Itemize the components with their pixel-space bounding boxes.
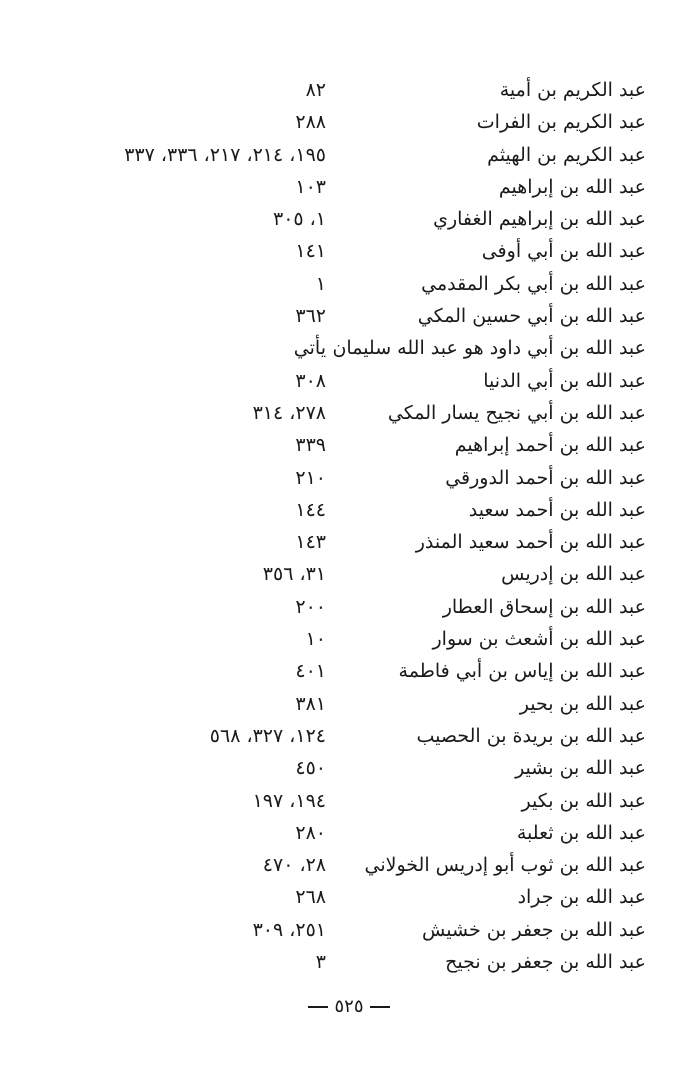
index-entry (0, 74, 698, 106)
entry-name: عبد الله بن أبي داود هو عبد الله سليمان (332, 337, 646, 360)
index-entry (0, 688, 698, 720)
page-number (0, 996, 698, 1017)
entry-pages: ٣٣٩ (295, 434, 326, 457)
index-entry (0, 365, 698, 397)
folio-dash-right (370, 1006, 390, 1008)
entry-pages: ٣١، ٣٥٦ (262, 563, 326, 586)
index-entry (0, 849, 698, 881)
entry-pages: ١٩٥، ٢١٤، ٢١٧، ٣٣٦، ٣٣٧ (124, 143, 326, 166)
folio-dash-left (308, 1006, 328, 1008)
entry-pages: ٢١٠ (295, 466, 326, 489)
entry-pages: ١٤١ (295, 240, 326, 263)
entry-pages: ٣٨١ (295, 692, 326, 715)
entry-name: عبد الله بن أبي الدنيا (483, 369, 646, 392)
entry-pages: ١٤٤ (295, 498, 326, 521)
index-entry (0, 106, 698, 138)
index-entry (0, 914, 698, 946)
entry-pages: ٤٥٠ (295, 757, 326, 780)
entry-pages: ٢٨٠ (295, 821, 326, 844)
entry-name: عبد الله بن أحمد سعيد المنذر (415, 531, 646, 554)
index-entry (0, 623, 698, 655)
entry-name: عبد الله بن أبي نجيح يسار المكي (387, 401, 646, 424)
entry-name: عبد الكريم بن الفرات (476, 111, 646, 134)
entry-name: عبد الله بن أحمد سعيد (468, 498, 646, 521)
index-entry (0, 558, 698, 590)
entry-name: عبد الله بن أحمد الدورقي (445, 466, 646, 489)
entry-name: عبد الله بن أبي بكر المقدمي (421, 272, 646, 295)
index-entry (0, 881, 698, 913)
entry-name: عبد الله بن بحير (519, 692, 646, 715)
page-number-text: ٥٢٥ (334, 996, 364, 1017)
entry-pages: ١ (315, 272, 326, 295)
index-entry (0, 203, 698, 235)
entry-pages: ٣٦٢ (295, 305, 326, 328)
entry-name: عبد الله بن أبي أوفى (481, 240, 646, 263)
index-entry (0, 785, 698, 817)
index-entry (0, 139, 698, 171)
entry-pages: ٢٦٨ (295, 886, 326, 909)
index-entry (0, 817, 698, 849)
entry-pages: ٢٨٨ (295, 111, 326, 134)
entry-name: عبد الله بن جعفر بن نجيح (445, 951, 646, 974)
entry-pages: يأتي (293, 337, 326, 360)
entry-name: عبد الله بن أشعث بن سوار (432, 628, 646, 651)
entry-pages: ٣ (315, 951, 326, 974)
index-entry (0, 720, 698, 752)
entry-pages: ٣٠٨ (295, 369, 326, 392)
entry-pages: ١٠ (305, 628, 326, 651)
entry-name: عبد الله بن بشير (515, 757, 646, 780)
index-entry (0, 171, 698, 203)
entry-pages: ١٠٣ (295, 175, 326, 198)
entry-name: عبد الله بن ثعلبة (516, 821, 646, 844)
entry-name: عبد الله بن بريدة بن الحصيب (416, 724, 646, 747)
index-entry (0, 429, 698, 461)
entry-name: عبد الله بن ثوب أبو إدريس الخولاني (364, 854, 646, 877)
entry-name: عبد الكريم بن الهيثم (487, 143, 646, 166)
entry-name: عبد الله بن أبي حسين المكي (417, 305, 646, 328)
entry-name: عبد الله بن أحمد إبراهيم (454, 434, 646, 457)
index-entry (0, 752, 698, 784)
index-entry (0, 591, 698, 623)
entry-pages: ٤٠١ (295, 660, 326, 683)
entry-pages: ٢٨، ٤٧٠ (262, 854, 326, 877)
index-entry (0, 946, 698, 978)
index-entry (0, 494, 698, 526)
entry-name: عبد الله بن إدريس (501, 563, 646, 586)
index-entry (0, 397, 698, 429)
index-entry (0, 332, 698, 364)
index-entry (0, 235, 698, 267)
entry-name: عبد الله بن إياس بن أبي فاطمة (398, 660, 646, 683)
entry-name: عبد الله بن جعفر بن خشيش (422, 918, 646, 941)
entry-pages: ١٤٣ (295, 531, 326, 554)
entry-pages: ٢٠٠ (295, 595, 326, 618)
entry-name: عبد الله بن جراد (517, 886, 646, 909)
entry-pages: ١، ٣٠٥ (272, 208, 326, 231)
index-list (0, 74, 698, 978)
entry-pages: ٢٥١، ٣٠٩ (252, 918, 326, 941)
entry-pages: ١٢٤، ٣٢٧، ٥٦٨ (209, 724, 326, 747)
index-entry (0, 300, 698, 332)
entry-name: عبد الله بن إبراهيم (498, 175, 646, 198)
entry-name: عبد الله بن إسحاق العطار (442, 595, 646, 618)
entry-pages: ٨٢ (305, 79, 326, 101)
entry-name: عبد الكريم بن أمية (499, 79, 646, 101)
entry-name: عبد الله بن بكير (521, 789, 646, 812)
index-entry (0, 268, 698, 300)
entry-pages: ٢٧٨، ٣١٤ (252, 401, 326, 424)
entry-pages: ١٩٤، ١٩٧ (252, 789, 326, 812)
index-entry (0, 462, 698, 494)
index-entry (0, 526, 698, 558)
index-entry (0, 655, 698, 687)
entry-name: عبد الله بن إبراهيم الغفاري (433, 208, 646, 231)
